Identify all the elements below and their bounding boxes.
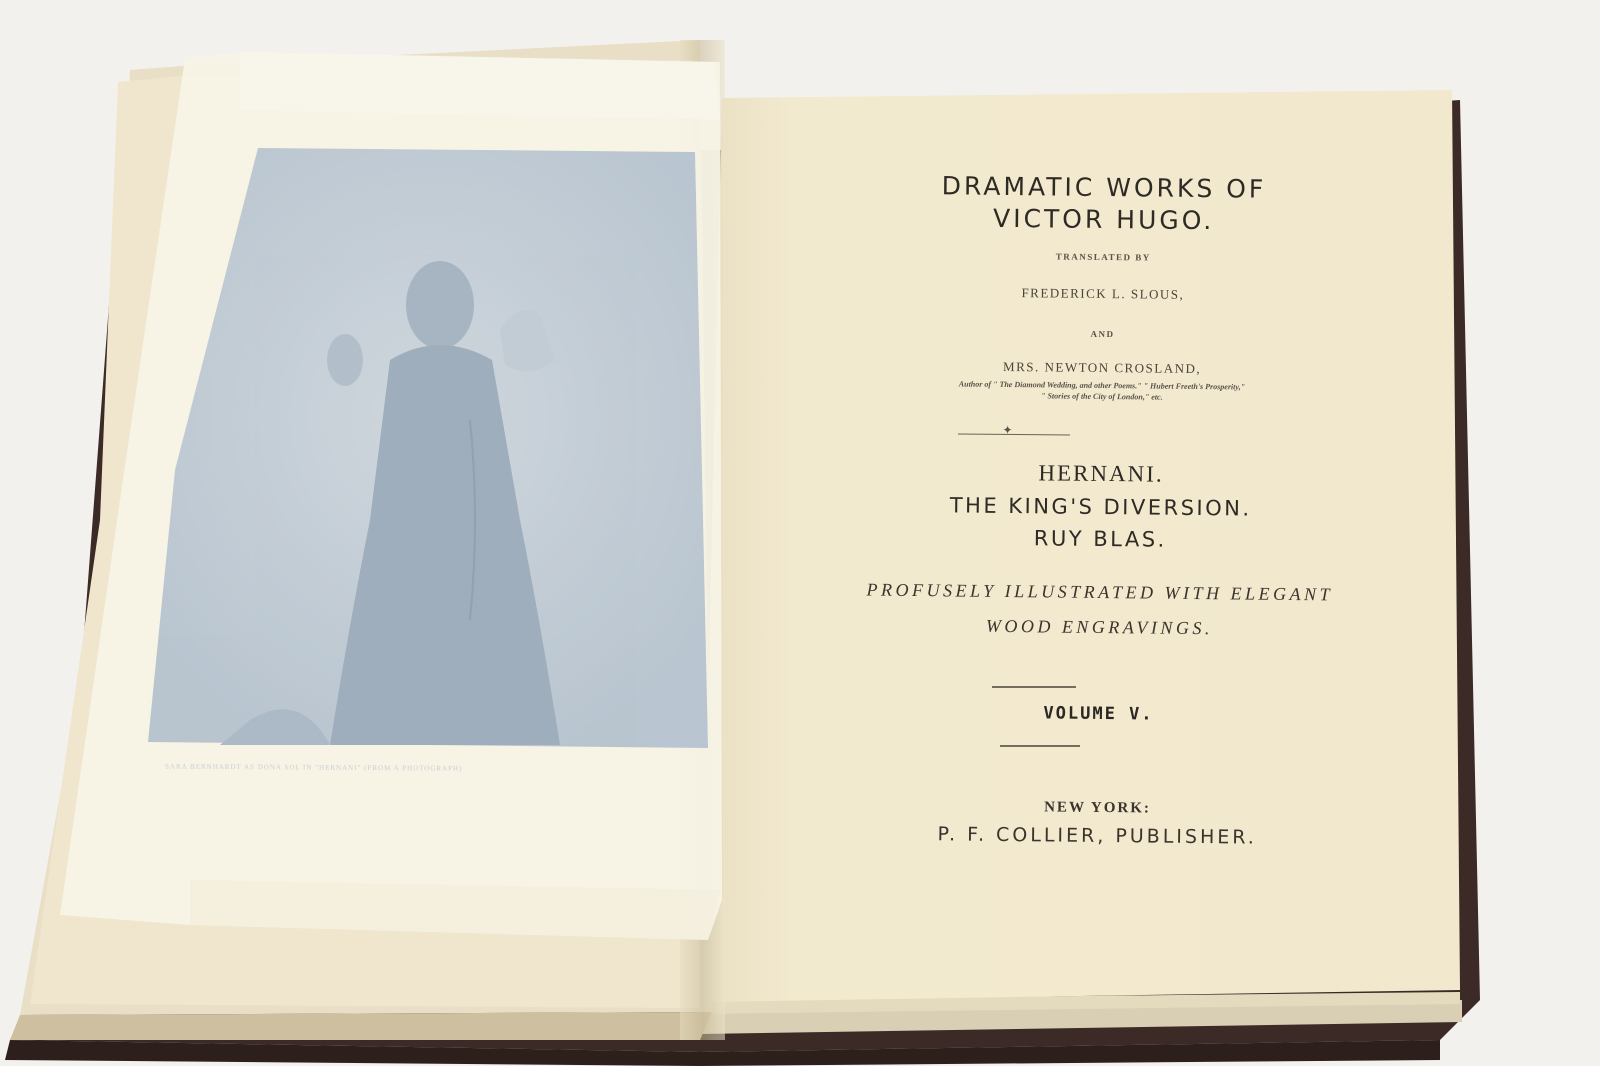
translator-1: FREDERICK L. SLOUS,	[1021, 285, 1185, 302]
play-2: THE KING'S DIVERSION.	[949, 493, 1252, 521]
credits-line-1: Author of " The Diamond Wedding, and other Poems." " Hubert Freeth's Prosperity,"	[958, 379, 1246, 392]
title-page	[730, 91, 1470, 1024]
illustrated-line-1: PROFUSELY ILLUSTRATED WITH ELEGANT	[866, 579, 1334, 605]
title-line-1: DRAMATIC WORKS OF	[941, 171, 1267, 204]
publisher-name: P. F. COLLIER, PUBLISHER.	[937, 823, 1258, 849]
ornament-icon: ✦	[1002, 422, 1013, 438]
volume-label: VOLUME V.	[1043, 703, 1154, 725]
title-line-2: VICTOR HUGO.	[992, 203, 1215, 236]
translated-by: TRANSLATED BY	[1055, 251, 1151, 263]
publication-place: NEW YORK:	[1044, 799, 1151, 817]
illustrated-line-2: WOOD ENGRAVINGS.	[985, 615, 1214, 639]
credits-line-2: " Stories of the City of London," etc.	[1041, 391, 1163, 402]
translator-2: MRS. NEWTON CROSLAND,	[1003, 358, 1202, 377]
frontispiece-caption: SARA BERNHARDT AS DONA SOL IN "HERNANI" (FROM A PHOTOGRAPH)	[164, 762, 463, 773]
play-3: RUY BLAS.	[1033, 526, 1167, 552]
and-label: AND	[1090, 328, 1115, 340]
play-1: HERNANI.	[1038, 460, 1164, 487]
